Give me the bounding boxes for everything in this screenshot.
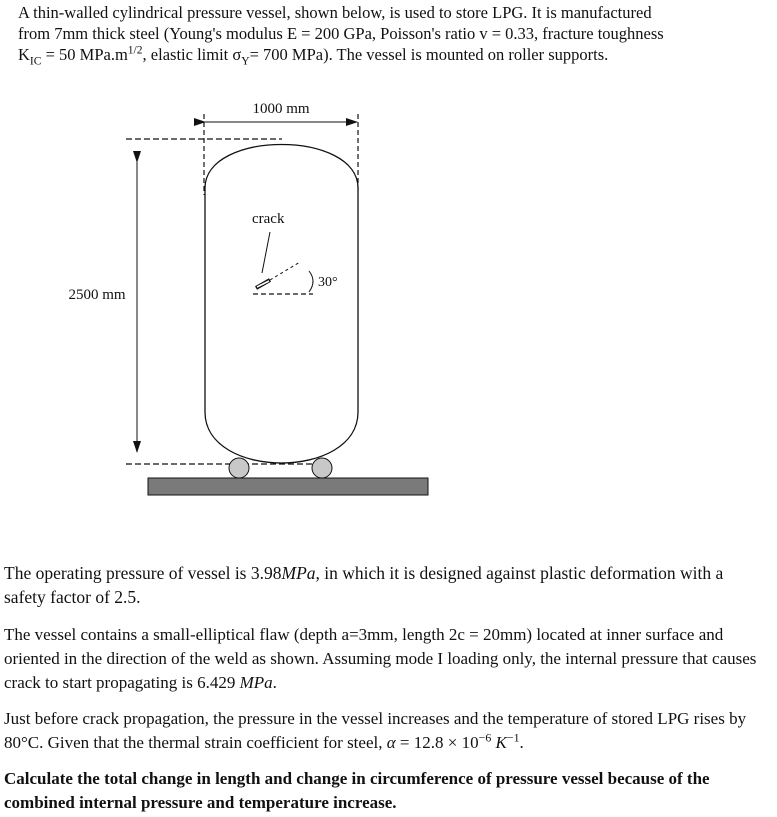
intro-line-2: from 7mm thick steel (Young's modulus E = 200 GPa, Poisson's ratio v = 0.33, fracture toughness (18, 24, 664, 43)
intro-line-3: $K_{IC} = 50$ $MPa.m^{1/2}$, elastic limit $\sigma_Y= 700$ MPa). The vessel is mounted on roller supports. (18, 44, 609, 68)
height-label: 2500 mm (68, 287, 126, 303)
problem-intro (18, 2, 768, 68)
width-label: 1000 mm (252, 101, 310, 117)
vessel-diagram (0, 80, 777, 510)
paragraph-operating-pressure: The operating pressure of vessel is 3.98MPa, in which it is designed against plastic deformation with a safety factor of 2.5. (4, 563, 724, 607)
paragraph-crack-flaw: The vessel contains a small-elliptical flaw (depth a=3mm, length 2c = 20mm) located at inner surface and oriented in the direction of the weld as shown. Assuming mode I loading only, the internal pressure that causes crack to start propagating is 6.429 MPa. (4, 625, 757, 692)
roller-right (312, 458, 332, 478)
paragraph-thermal: Just before crack propagation, the pressure in the vessel increases and the temperature of stored LPG rises by 80°C. Given that the thermal strain coefficient for steel, $\alpha = 12.8 \times 10^{-6}$ $K^{-1}$. (4, 709, 747, 752)
ground-base (148, 478, 428, 495)
crack-label: crack (252, 211, 285, 227)
vessel-figure (0, 80, 777, 510)
roller-left (229, 458, 249, 478)
angle-label: 30° (318, 275, 338, 290)
paragraph-question: Calculate the total change in length and change in circumference of pressure vessel because of the combined internal pressure and temperature increase. (4, 769, 710, 812)
intro-line-1: A thin-walled cylindrical pressure vessel, shown below, is used to store LPG. It is manufactured (18, 3, 652, 22)
vessel-body (205, 145, 358, 464)
